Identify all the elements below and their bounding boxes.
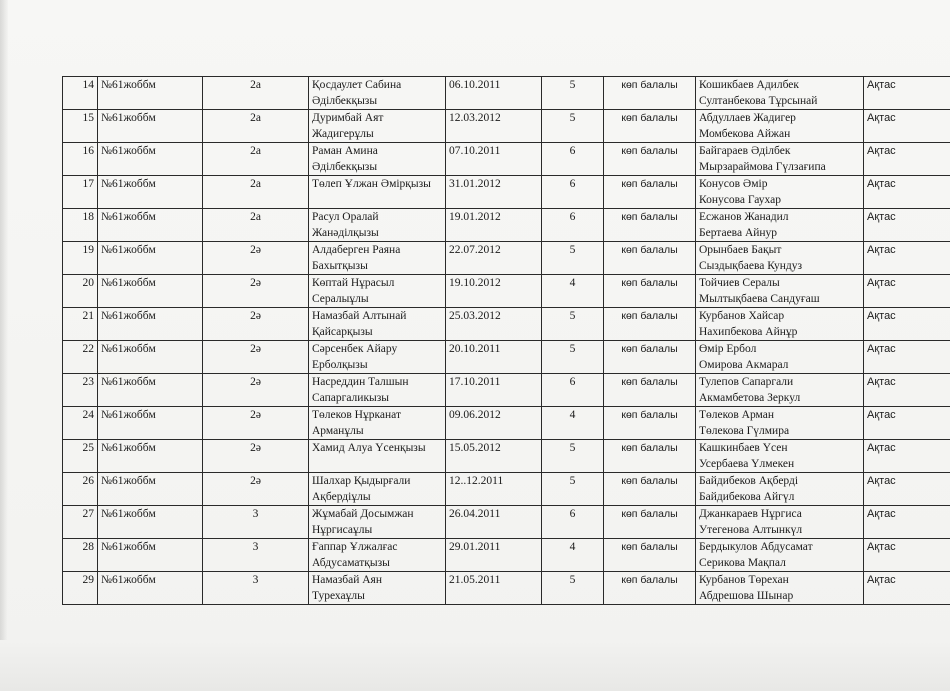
table-row: [63, 539, 950, 572]
parent-name-line: Курбанов Хайсар: [699, 310, 785, 322]
parent-name-line: Конусова Гаухар: [699, 194, 781, 206]
table-row: [63, 341, 950, 374]
student-name-cell: [309, 176, 446, 209]
parent-name-line: Абдрешова Шынар: [699, 590, 794, 602]
parent-name-line: Утегенова Алтынкүл: [699, 524, 803, 536]
class-cell: 3: [203, 506, 309, 539]
birth-date-cell: 29.01.2011: [446, 539, 542, 572]
school-cell: №61жоббм: [98, 242, 203, 275]
family-status-cell: көп балалы: [604, 374, 696, 407]
row-number-cell: 24: [63, 407, 98, 440]
location-cell: Ақтас: [864, 341, 950, 374]
parent-name-line: Усербаева Үлмекен: [699, 458, 795, 470]
location-cell: Ақтас: [864, 506, 950, 539]
parent-name-line: Байдибеков Ақберді: [699, 475, 799, 487]
parents-cell: [696, 440, 864, 473]
table-row: [63, 275, 950, 308]
class-cell: 2ә: [203, 242, 309, 275]
location-cell: Ақтас: [864, 275, 950, 308]
family-status-cell: көп балалы: [604, 176, 696, 209]
parent-name-line: Бертаева Айнур: [699, 227, 778, 239]
student-name-cell: [309, 209, 446, 242]
family-status-cell: көп балалы: [604, 209, 696, 242]
parent-name-line: Байдибекова Айгүл: [699, 491, 795, 503]
table-row: [63, 209, 950, 242]
student-name-line: Сапаргаликызы: [312, 392, 390, 404]
location-cell: Ақтас: [864, 176, 950, 209]
children-count-cell: 4: [542, 407, 604, 440]
children-count-cell: 6: [542, 176, 604, 209]
parent-name-line: Мырзараймова Гүлзағипа: [699, 161, 826, 173]
location-cell: Ақтас: [864, 572, 950, 605]
birth-date-cell: 19.01.2012: [446, 209, 542, 242]
birth-date-cell: 26.04.2011: [446, 506, 542, 539]
school-cell: №61жоббм: [98, 407, 203, 440]
family-status-cell: көп балалы: [604, 473, 696, 506]
school-cell: №61жоббм: [98, 209, 203, 242]
student-name-line: Расул Оралай: [312, 211, 379, 223]
row-number-cell: 20: [63, 275, 98, 308]
parents-cell: [696, 275, 864, 308]
school-cell: №61жоббм: [98, 440, 203, 473]
school-cell: №61жоббм: [98, 275, 203, 308]
school-cell: №61жоббм: [98, 176, 203, 209]
student-name-line: Ғаппар Ұлжалғас: [312, 541, 398, 553]
family-status-cell: көп балалы: [604, 572, 696, 605]
school-cell: №61жоббм: [98, 539, 203, 572]
student-name-line: Дуримбай Аят: [312, 112, 384, 124]
class-cell: 2ә: [203, 440, 309, 473]
student-name-line: Қосдаулет Сабина: [312, 79, 402, 91]
class-cell: 2ә: [203, 341, 309, 374]
children-count-cell: 6: [542, 506, 604, 539]
student-name-cell: [309, 572, 446, 605]
parent-name-line: Есжанов Жанадил: [699, 211, 789, 223]
student-name-line: Бахытқызы: [312, 260, 368, 272]
parents-cell: [696, 308, 864, 341]
parents-cell: [696, 572, 864, 605]
children-count-cell: 5: [542, 308, 604, 341]
location-cell: Ақтас: [864, 374, 950, 407]
family-status-cell: көп балалы: [604, 242, 696, 275]
student-name-line: Әділбекқызы: [312, 95, 378, 107]
class-cell: 3: [203, 539, 309, 572]
school-cell: №61жоббм: [98, 506, 203, 539]
student-name-line: Төлеков Нұрканат: [312, 409, 401, 421]
class-cell: 2а: [203, 143, 309, 176]
student-name-cell: [309, 242, 446, 275]
parent-name-line: Султанбекова Тұрсынай: [699, 95, 818, 107]
class-cell: 2а: [203, 110, 309, 143]
parent-name-line: Кашкинбаев Үсен: [699, 442, 788, 454]
student-name-line: Ерболқызы: [312, 359, 368, 371]
table-row: [63, 572, 950, 605]
row-number-cell: 15: [63, 110, 98, 143]
children-count-cell: 5: [542, 440, 604, 473]
parents-cell: [696, 176, 864, 209]
location-cell: Ақтас: [864, 77, 950, 110]
parents-cell: [696, 110, 864, 143]
parents-cell: [696, 407, 864, 440]
student-name-line: Қайсарқызы: [312, 326, 373, 338]
student-name-line: Намазбай Аян: [312, 574, 382, 586]
school-cell: №61жоббм: [98, 143, 203, 176]
row-number-cell: 14: [63, 77, 98, 110]
student-name-line: Нұргисаұлы: [312, 524, 373, 536]
location-cell: Ақтас: [864, 440, 950, 473]
row-number-cell: 18: [63, 209, 98, 242]
parent-name-line: Мылтықбаева Сандуғаш: [699, 293, 820, 305]
table-row: [63, 473, 950, 506]
table-row: [63, 308, 950, 341]
class-cell: 2ә: [203, 275, 309, 308]
student-name-cell: [309, 308, 446, 341]
family-status-cell: көп балалы: [604, 77, 696, 110]
parents-cell: [696, 143, 864, 176]
birth-date-cell: 17.10.2011: [446, 374, 542, 407]
row-number-cell: 17: [63, 176, 98, 209]
student-name-cell: [309, 440, 446, 473]
family-status-cell: көп балалы: [604, 308, 696, 341]
children-count-cell: 5: [542, 110, 604, 143]
table-row: [63, 374, 950, 407]
parent-name-line: Тойчиев Сералы: [699, 277, 780, 289]
children-count-cell: 5: [542, 473, 604, 506]
parent-name-line: Серикова Мақпал: [699, 557, 786, 569]
location-cell: Ақтас: [864, 143, 950, 176]
birth-date-cell: 21.05.2011: [446, 572, 542, 605]
class-cell: 2а: [203, 209, 309, 242]
student-name-line: Сәрсенбек Айару: [312, 343, 398, 355]
student-name-cell: [309, 374, 446, 407]
table-row: [63, 77, 950, 110]
row-number-cell: 22: [63, 341, 98, 374]
scan-shadow-bottom: [0, 640, 950, 691]
birth-date-cell: 22.07.2012: [446, 242, 542, 275]
children-count-cell: 6: [542, 209, 604, 242]
student-name-cell: [309, 110, 446, 143]
parent-name-line: Кошикбаев Адилбек: [699, 79, 799, 91]
birth-date-cell: 09.06.2012: [446, 407, 542, 440]
student-name-line: Арманұлы: [312, 425, 364, 437]
birth-date-cell: 19.10.2012: [446, 275, 542, 308]
location-cell: Ақтас: [864, 209, 950, 242]
row-number-cell: 29: [63, 572, 98, 605]
parent-name-line: Конусов Әмір: [699, 178, 768, 190]
family-status-cell: көп балалы: [604, 110, 696, 143]
row-number-cell: 21: [63, 308, 98, 341]
school-cell: №61жоббм: [98, 374, 203, 407]
class-cell: 2ә: [203, 473, 309, 506]
birth-date-cell: 15.05.2012: [446, 440, 542, 473]
birth-date-cell: 20.10.2011: [446, 341, 542, 374]
student-name-cell: [309, 77, 446, 110]
class-cell: 2ә: [203, 407, 309, 440]
student-name-cell: [309, 407, 446, 440]
student-name-line: Абдусаматқызы: [312, 557, 390, 569]
parents-cell: [696, 506, 864, 539]
student-name-line: Әділбекқызы: [312, 161, 378, 173]
class-cell: 2ә: [203, 308, 309, 341]
row-number-cell: 25: [63, 440, 98, 473]
birth-date-cell: 12.03.2012: [446, 110, 542, 143]
student-roster-table: [62, 76, 950, 605]
student-name-line: Жанәділқызы: [312, 227, 379, 239]
parent-name-line: Орынбаев Бақыт: [699, 244, 782, 256]
location-cell: Ақтас: [864, 242, 950, 275]
student-name-line: Көптай Нұрасыл: [312, 277, 395, 289]
family-status-cell: көп балалы: [604, 506, 696, 539]
student-name-cell: [309, 506, 446, 539]
school-cell: №61жоббм: [98, 110, 203, 143]
table-row: [63, 242, 950, 275]
family-status-cell: көп балалы: [604, 407, 696, 440]
children-count-cell: 4: [542, 539, 604, 572]
parent-name-line: Джанкараев Нұргиса: [699, 508, 802, 520]
school-cell: №61жоббм: [98, 308, 203, 341]
birth-date-cell: 06.10.2011: [446, 77, 542, 110]
parent-name-line: Акмамбетова Зеркул: [699, 392, 801, 404]
table-row: [63, 407, 950, 440]
children-count-cell: 6: [542, 143, 604, 176]
birth-date-cell: 12..12.2011: [446, 473, 542, 506]
parent-name-line: Нахипбекова Айнұр: [699, 326, 798, 338]
children-count-cell: 5: [542, 572, 604, 605]
children-count-cell: 5: [542, 242, 604, 275]
student-name-line: Жадигерұлы: [312, 128, 374, 140]
row-number-cell: 16: [63, 143, 98, 176]
parent-name-line: Курбанов Төрехан: [699, 574, 789, 586]
student-name-cell: [309, 539, 446, 572]
location-cell: Ақтас: [864, 473, 950, 506]
class-cell: 2а: [203, 77, 309, 110]
row-number-cell: 19: [63, 242, 98, 275]
parent-name-line: Бердыкулов Абдусамат: [699, 541, 813, 553]
student-name-line: Жұмабай Досымжан: [312, 508, 414, 520]
student-name-line: Сералыұлы: [312, 293, 369, 305]
parents-cell: [696, 473, 864, 506]
children-count-cell: 5: [542, 77, 604, 110]
student-name-cell: [309, 143, 446, 176]
family-status-cell: көп балалы: [604, 143, 696, 176]
student-name-line: Алдаберген Раяна: [312, 244, 401, 256]
table-row: [63, 110, 950, 143]
class-cell: 2а: [203, 176, 309, 209]
parent-name-line: Момбекова Айжан: [699, 128, 791, 140]
row-number-cell: 23: [63, 374, 98, 407]
student-name-cell: [309, 341, 446, 374]
table-row: [63, 143, 950, 176]
location-cell: Ақтас: [864, 407, 950, 440]
table-row: [63, 176, 950, 209]
student-name-line: Хамид Алуа Үсенқызы: [312, 442, 426, 454]
student-name-line: Турехаұлы: [312, 590, 365, 602]
children-count-cell: 6: [542, 374, 604, 407]
family-status-cell: көп балалы: [604, 440, 696, 473]
parents-cell: [696, 77, 864, 110]
row-number-cell: 27: [63, 506, 98, 539]
class-cell: 2ә: [203, 374, 309, 407]
family-status-cell: көп балалы: [604, 341, 696, 374]
children-count-cell: 4: [542, 275, 604, 308]
row-number-cell: 26: [63, 473, 98, 506]
birth-date-cell: 25.03.2012: [446, 308, 542, 341]
school-cell: №61жоббм: [98, 341, 203, 374]
school-cell: №61жоббм: [98, 77, 203, 110]
parent-name-line: Байгараев Әділбек: [699, 145, 791, 157]
table-row: [63, 506, 950, 539]
parents-cell: [696, 539, 864, 572]
student-name-line: Ақбердіұлы: [312, 491, 371, 503]
parent-name-line: Өмір Ербол: [699, 343, 757, 355]
row-number-cell: 28: [63, 539, 98, 572]
parent-name-line: Төлекова Гүлмира: [699, 425, 790, 437]
roster-body: [63, 77, 950, 605]
birth-date-cell: 07.10.2011: [446, 143, 542, 176]
student-name-line: Төлеп Ұлжан Әмірқызы: [312, 178, 431, 190]
parents-cell: [696, 209, 864, 242]
parent-name-line: Төлеков Арман: [699, 409, 775, 421]
family-status-cell: көп балалы: [604, 539, 696, 572]
student-name-cell: [309, 473, 446, 506]
student-name-line: Намазбай Алтынай: [312, 310, 407, 322]
parents-cell: [696, 341, 864, 374]
student-name-cell: [309, 275, 446, 308]
parents-cell: [696, 242, 864, 275]
children-count-cell: 5: [542, 341, 604, 374]
student-name-line: Раман Амина: [312, 145, 378, 157]
location-cell: Ақтас: [864, 539, 950, 572]
birth-date-cell: 31.01.2012: [446, 176, 542, 209]
parent-name-line: Омирова Акмарал: [699, 359, 789, 371]
school-cell: №61жоббм: [98, 572, 203, 605]
parent-name-line: Сыздықбаева Кундуз: [699, 260, 803, 272]
parents-cell: [696, 374, 864, 407]
school-cell: №61жоббм: [98, 473, 203, 506]
parent-name-line: Абдуллаев Жадигер: [699, 112, 796, 124]
scan-shadow-left: [0, 0, 8, 691]
class-cell: 3: [203, 572, 309, 605]
student-name-line: Насреддин Талшын: [312, 376, 409, 388]
location-cell: Ақтас: [864, 110, 950, 143]
student-name-line: Шалхар Қыдырғали: [312, 475, 411, 487]
location-cell: Ақтас: [864, 308, 950, 341]
table-row: [63, 440, 950, 473]
parent-name-line: Тулепов Сапаргали: [699, 376, 794, 388]
family-status-cell: көп балалы: [604, 275, 696, 308]
